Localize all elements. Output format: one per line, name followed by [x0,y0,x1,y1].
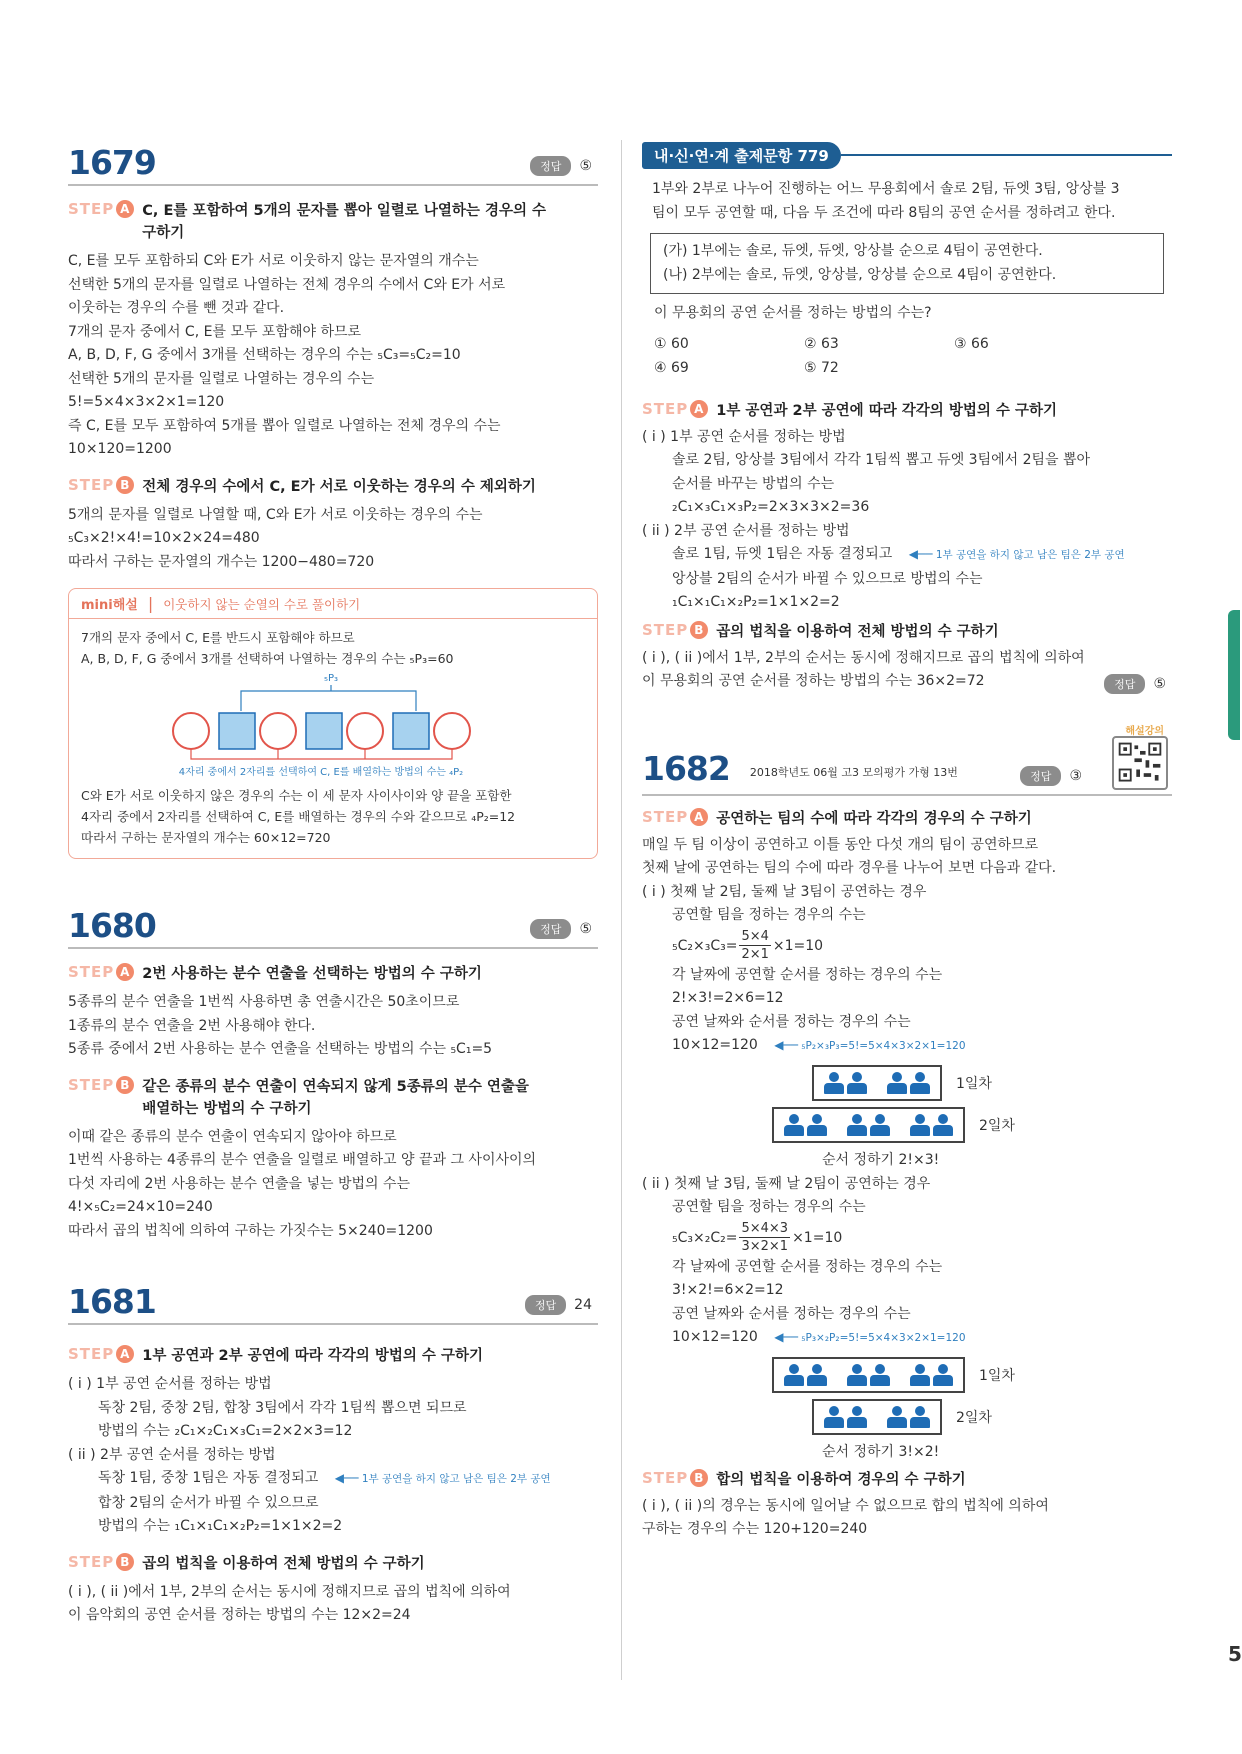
step-tag: STEP B [68,1553,134,1571]
person-icon [933,1364,953,1386]
day-label: 2일차 [979,1117,1015,1134]
step-title: 전체 경우의 수에서 C, E가 서로 이웃하는 경우의 수 제외하기 [142,478,536,495]
step-title: 곱의 법칙을 이용하여 전체 방법의 수 구하기 [716,623,999,640]
step-tag: STEP B [68,1076,134,1094]
text-line: 공연 날짜와 순서를 정하는 경우의 수는 [672,1305,911,1322]
text-line: C, E를 모두 포함하되 C와 E가 서로 이웃하지 않는 문자열의 개수는 [68,253,479,269]
case-heading: ( i ) 1부 공연 순서를 정하는 방법 [642,428,846,445]
answer-value: ⑤ [579,921,592,937]
text-line: 독창 2팀, 중창 2팀, 합창 3팀에서 각각 1팀씩 뽑으면 되므로 [98,1399,467,1416]
person-icon [910,1406,930,1428]
team-box [812,1399,942,1435]
answer-badge: 정답 [530,156,571,176]
choice: ② 63 [804,335,839,352]
person-icon [847,1406,867,1428]
problem-1679-header [68,140,598,186]
letter-box [306,713,342,749]
text-line: 10×12=120 ◀── ₅P₃×₂P₂=5!=5×4×3×2×1=120 [672,1329,966,1345]
side-note: ◀── 1부 공연을 하지 않고 남은 팀은 2부 공연 [908,547,1125,561]
fraction: $\frac{5\times 4\times 3}{3\times 2\times 1}$ [741,1221,789,1254]
problem-1682-header [642,725,1172,796]
text-line: 각 날짜에 공연할 순서를 정하는 경우의 수는 [672,966,943,983]
mini-header [69,589,597,619]
text-line: 따라서 구하는 문자열의 개수는 1200−480=720 [68,553,375,570]
day-label: 1일차 [979,1367,1015,1384]
person-icon [887,1406,907,1428]
step-a [642,808,1172,830]
person-icon [807,1114,827,1136]
step-b-body [68,504,598,575]
text-line: C와 E가 서로 이웃하지 않은 경우의 수는 이 세 문자 사이사이와 양 끝을 포함한 [81,788,512,803]
column-divider [621,140,622,1680]
text-line: 솔로 1팀, 듀엣 1팀은 자동 결정되고 ◀── 1부 공연을 하지 않고 남은 팀은 2부 공연 [672,546,1125,562]
slot-circle [173,713,209,749]
step-tag: STEP A [68,963,134,981]
text-line: 따라서 구하는 문자열의 개수는 60×12=720 [81,830,331,845]
step-a [68,1345,598,1367]
text-line: 선택한 5개의 문자를 일렬로 나열하는 경우의 수는 [68,370,375,387]
left-column [68,140,598,1628]
answer [530,919,592,939]
step-b [68,1553,598,1575]
step-b-body [68,1581,598,1628]
text-line: 4자리 중에서 2자리를 선택하여 C, E를 배열하는 경우의 수와 같으므로 ₄P₂=12 [81,809,516,824]
step-a-body [68,250,598,462]
letter-box [393,713,429,749]
person-icon [847,1114,867,1136]
choice: ④ 69 [654,359,689,376]
answer [1104,674,1166,694]
step-title: C, E를 포함하여 5개의 문자를 뽑아 일렬로 나열하는 경우의 수 [142,203,547,219]
text-line: ( i ), ( ii )에서 1부, 2부의 순서는 동시에 정해지므로 곱의 법칙에 의하여 [642,649,1085,666]
text-line: 솔로 2팀, 앙상블 3팀에서 각각 1팀씩 뽑고 듀엣 3팀에서 2팀을 뽑아 [672,452,1091,468]
text-line: 5종류의 분수 연출을 1번씩 사용하면 총 연출시간은 50초이므로 [68,994,460,1010]
day2-row [772,1399,1172,1435]
text-line: 5개의 문자를 일렬로 나열할 때, C와 E가 서로 이웃하는 경우의 수는 [68,506,483,523]
qr-label: 해설강의 [1125,725,1164,737]
text-line: 1번씩 사용하는 4종류의 분수 연출을 일렬로 배열하고 양 끝과 그 사이사이의 [68,1152,537,1168]
step-b [642,1469,1172,1491]
step-title: 배열하는 방법의 수 구하기 [142,1100,312,1117]
text-line: 이때 같은 종류의 분수 연출이 연속되지 않아야 하므로 [68,1128,397,1145]
problem-1680-header [68,903,598,949]
choice: ① 60 [654,335,689,352]
bottom-bracket [191,749,452,759]
text-line: 7개의 문자 중에서 C, E를 반드시 포함해야 하므로 [81,630,355,645]
problem-source: 2018학년도 06월 고3 모의평가 가형 13번 [749,765,958,779]
text-line: 다섯 자리에 2번 사용하는 분수 연출을 넣는 방법의 수는 [68,1175,411,1192]
answer-value: ③ [1069,767,1082,784]
step-a [642,400,1172,422]
step-tag: STEP A [68,1345,134,1363]
diagram-bottom-label: 4자리 중에서 2자리를 선택하여 C, E를 배열하는 방법의 수는 ₄P₂ [178,767,464,778]
person-icon [887,1072,907,1094]
case-heading: ( ii ) 2부 공연 순서를 정하는 방법 [642,522,850,539]
day-label: 2일차 [956,1409,992,1426]
case-heading: ( i ) 1부 공연 순서를 정하는 방법 [68,1376,272,1392]
side-note: ◀── ₅P₃×₂P₂=5!=5×4×3×2×1=120 [774,1330,966,1344]
mini-explanation [68,588,598,859]
step-b [68,476,598,498]
condition: (가) 1부에는 솔로, 듀엣, 듀엣, 앙상블 순으로 4팀이 공연한다. [663,243,1043,259]
qr-code-icon[interactable] [1112,736,1168,790]
slot-circle [347,713,383,749]
step-tag: STEP A [642,808,708,826]
person-icon [847,1364,867,1386]
answer-value: ⑤ [1153,675,1166,692]
text-line: 공연할 팀을 정하는 경우의 수는 [672,1199,866,1215]
team-box [772,1357,965,1393]
step-tag: STEP B [642,621,708,639]
step-title: 2번 사용하는 분수 연출을 선택하는 방법의 수 구하기 [142,966,482,982]
text-line: 구하는 경우의 수는 120+120=240 [642,1521,868,1537]
problem-number: 1682 [642,749,730,788]
text-line: ₅C₃×2!×4!=10×2×24=480 [68,530,260,546]
person-icon [784,1114,804,1136]
step-title: 1부 공연과 2부 공연에 따라 각각의 방법의 수 구하기 [716,402,1057,419]
order-caption: 순서 정하기 2!×3! [822,1151,940,1168]
person-icon [910,1114,930,1136]
text-line: 10×120=1200 [68,441,172,457]
text-line: 공연할 팀을 정하는 경우의 수는 [672,907,866,923]
team-diagram-1 [642,1065,1172,1169]
text-line: 5!=5×4×3×2×1=120 [68,394,225,410]
step-a-body [68,1373,598,1539]
page-number: 5 [1228,1642,1242,1666]
text-line: 방법의 수는 ₁C₁×₁C₁×₂P₂=1×1×2=2 [98,1518,343,1534]
text-line: 매일 두 팀 이상이 공연하고 이틀 동안 다섯 개의 팀이 공연하므로 [642,836,1039,853]
text-line: ₂C₁×₃C₁×₃P₂=2×3×3×2=36 [672,499,870,515]
diagram-top-label: ₅P₃ [323,673,339,684]
day2-row [772,1107,1172,1143]
person-icon [910,1072,930,1094]
person-icon [870,1364,890,1386]
naesin-badge: 내·신·연·계 출제문항 779 [642,142,841,169]
choice: ③ 66 [954,335,989,352]
answer-value: ⑤ [579,158,592,174]
step-tag: STEP A [68,200,134,218]
day-label: 1일차 [956,1075,992,1092]
answer-badge: 정답 [1020,766,1061,786]
text-line: 2!×3!=2×6=12 [672,990,784,1006]
person-icon [933,1114,953,1136]
text-line: 공연 날짜와 순서를 정하는 경우의 수는 [672,1013,911,1030]
letter-box [219,713,255,749]
text-line: 즉 C, E를 모두 포함하여 5개를 뽑아 일렬로 나열하는 전체 경우의 수는 [68,417,501,434]
person-icon [910,1364,930,1386]
side-note: ◀── 1부 공연을 하지 않고 남은 팀은 2부 공연 [334,1471,551,1485]
step-b-body [642,647,1172,694]
step-a [68,200,598,244]
step-tag: STEP A [642,400,708,418]
step-b [642,621,1172,643]
case-heading: ( i ) 첫째 날 2팀, 둘째 날 3팀이 공연하는 경우 [642,883,927,900]
text-line: ₁C₁×₁C₁×₂P₂=1×1×2=2 [672,594,840,610]
step-b [68,1076,598,1120]
formula-line: ₅C₃×₂C₂= $\frac{5\times 4\times 3}{3\times 2\times 1}$ ×1=10 [672,1221,843,1254]
problem-number: 1679 [68,142,156,182]
text-line: 방법의 수는 ₂C₁×₂C₁×₃C₁=2×2×3=12 [98,1423,353,1439]
text-line: 이 음악회의 공연 순서를 정하는 방법의 수는 12×2=24 [68,1607,411,1623]
fraction: $\frac{5\times 4}{2\times 1}$ [741,929,769,962]
text-line: 1종류의 분수 연출을 2번 사용해야 한다. [68,1017,316,1034]
step-title: 합의 법칙을 이용하여 경우의 수 구하기 [716,1471,966,1488]
arrangement-diagram [81,669,581,781]
step-a-body [68,991,598,1062]
step-b-body [642,1495,1172,1542]
mini-separator: | [147,594,154,613]
text-line: 1부와 2부로 나누어 진행하는 어느 무용회에서 솔로 2팀, 듀엣 3팀, 앙상블 3 [652,181,1120,197]
case-heading: ( ii ) 첫째 날 3팀, 둘째 날 2팀이 공연하는 경우 [642,1175,931,1192]
text-line: 5종류 중에서 2번 사용하는 분수 연출을 선택하는 방법의 수는 ₅C₁=5 [68,1041,493,1057]
header-rule [841,154,1172,156]
text-line: 7개의 문자 중에서 C, E를 모두 포함해야 하므로 [68,323,362,340]
text-line: 이웃하는 경우의 수를 뺀 것과 같다. [68,300,285,316]
step-a-body [642,834,1172,1461]
step-title: 같은 종류의 분수 연출이 연속되지 않게 5종류의 분수 연출을 [142,1078,529,1095]
person-icon [870,1114,890,1136]
step-title: 1부 공연과 2부 공연에 따라 각각의 방법의 수 구하기 [142,1348,483,1364]
mini-label: mini해설 [81,598,138,613]
text-line: 따라서 곱의 법칙에 의하여 구하는 가짓수는 5×240=1200 [68,1222,433,1239]
step-a-body [642,426,1172,615]
answer-badge: 정답 [525,1295,566,1315]
day1-row [772,1357,1172,1393]
question-ask: 이 무용회의 공연 순서를 정하는 방법의 수는? [654,305,932,321]
step-title: 공연하는 팀의 수에 따라 각각의 경우의 수 구하기 [716,810,1032,827]
text-line: ( i ), ( ii )의 경우는 동시에 일어날 수 없으므로 합의 법칙에 의하여 [642,1497,1049,1514]
step-title: 곱의 법칙을 이용하여 전체 방법의 수 구하기 [142,1555,425,1572]
text-line: A, B, D, F, G 중에서 3개를 선택하는 경우의 수는 ₅C₃=₅C₂=10 [68,347,461,363]
person-icon [824,1072,844,1094]
text-line: 순서를 바꾸는 방법의 수는 [672,475,835,492]
choice: ⑤ 72 [804,359,839,376]
slot-circle [260,713,296,749]
problem-1681-header [68,1279,598,1325]
person-icon [784,1364,804,1386]
answer [525,1295,592,1315]
person-icon [824,1406,844,1428]
day1-row [772,1065,1172,1101]
naesin-question [642,178,1172,225]
formula-line: ₅C₂×₃C₃= $\frac{5\times 4}{2\times 1}$ ×1=10 [672,929,824,962]
step-title: 구하기 [142,225,185,241]
chapter-tab [1228,610,1240,740]
person-icon [807,1364,827,1386]
slot-circle [434,713,470,749]
step-a [68,963,598,985]
naesin-header [642,140,1172,170]
text-line: 팀이 모두 공연할 때, 다음 두 조건에 따라 8팀의 공연 순서를 정하려고 한다. [652,204,1116,221]
answer-value: 24 [574,1297,592,1313]
order-caption: 순서 정하기 3!×2! [822,1443,940,1460]
answer-choices [642,332,1172,380]
text-line: 합창 2팀의 순서가 바뀔 수 있으므로 [98,1494,319,1511]
problem-number: 1681 [68,1281,156,1321]
mini-title: 이웃하지 않는 순열의 수로 풀이하기 [163,596,361,612]
text-line: 앙상블 2팀의 순서가 바뀔 수 있으므로 방법의 수는 [672,570,983,587]
text-line: 4!×₅C₂=24×10=240 [68,1199,213,1215]
answer-badge: 정답 [1104,674,1145,694]
conditions-box [650,233,1164,294]
text-line: 3!×2!=6×2=12 [672,1282,784,1298]
team-box [812,1065,942,1101]
answer [530,156,592,176]
text-line: 이 무용회의 공연 순서를 정하는 방법의 수는 36×2=72 [642,673,985,689]
text-line: 각 날짜에 공연할 순서를 정하는 경우의 수는 [672,1258,943,1275]
person-icon [847,1072,867,1094]
case-heading: ( ii ) 2부 공연 순서를 정하는 방법 [68,1446,276,1463]
answer [1020,766,1082,786]
text-line: 첫째 날에 공연하는 팀의 수에 따라 경우를 나누어 보면 다음과 같다. [642,860,1057,876]
text-line: ( i ), ( ii )에서 1부, 2부의 순서는 동시에 정해지므로 곱의 법칙에 의하여 [68,1583,511,1600]
step-tag: STEP B [68,476,134,494]
text-line: A, B, D, F, G 중에서 3개를 선택하여 나열하는 경우의 수는 ₅P₃=60 [81,651,454,666]
team-diagram-2 [642,1357,1172,1461]
problem-number: 1680 [68,905,156,945]
condition: (나) 2부에는 솔로, 듀엣, 앙상블, 앙상블 순으로 4팀이 공연한다. [663,266,1057,283]
side-note: ◀── ₅P₂×₃P₃=5!=5×4×3×2×1=120 [774,1038,966,1052]
answer-badge: 정답 [530,919,571,939]
top-bracket [241,685,416,711]
right-column [642,140,1172,1542]
team-box [772,1107,965,1143]
text-line: 독창 1팀, 중창 1팀은 자동 결정되고 ◀── 1부 공연을 하지 않고 남은 팀은 2부 공연 [98,1470,551,1486]
text-line: 10×12=120 ◀── ₅P₂×₃P₃=5!=5×4×3×2×1=120 [672,1037,966,1053]
step-tag: STEP B [642,1469,708,1487]
text-line: 선택한 5개의 문자를 일렬로 나열하는 전체 경우의 수에서 C와 E가 서로 [68,276,506,293]
step-b-body [68,1126,598,1244]
